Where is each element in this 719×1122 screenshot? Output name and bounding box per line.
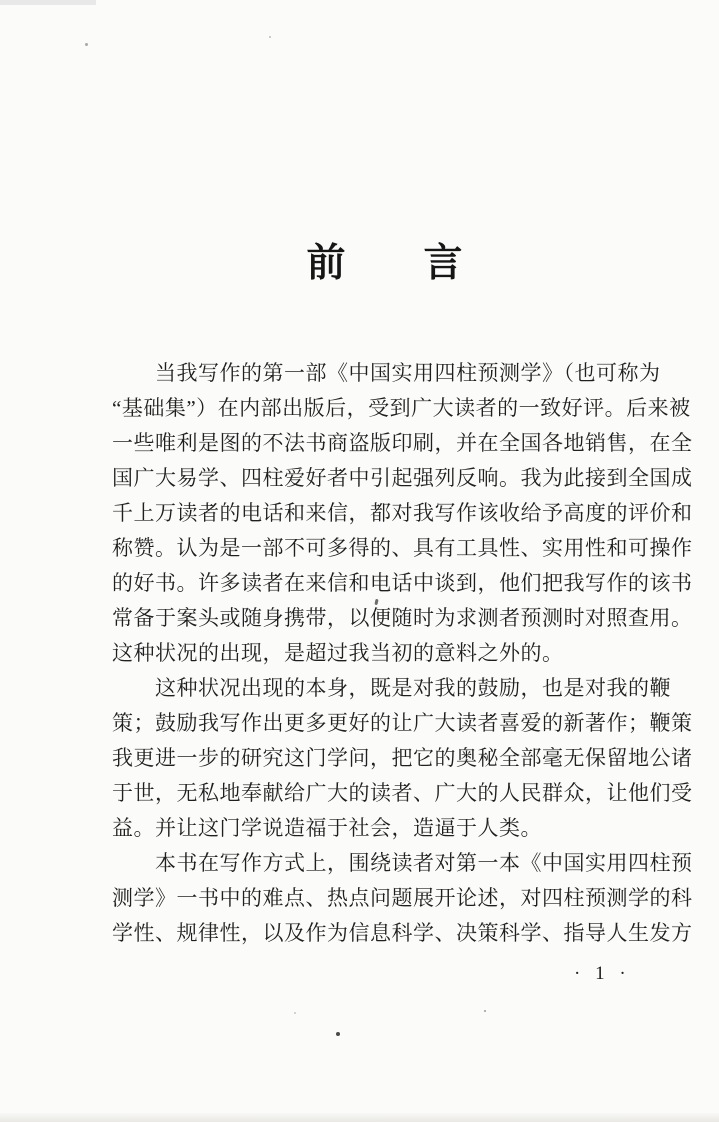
text-line: 国广大易学、四柱爱好者中引起强列反响。我为此接到全国成 [112,466,693,490]
scan-speck [85,43,88,46]
page-number: · 1 · [574,963,631,984]
text-line: “基础集”）在内部出版后，受到广大读者的一致好评。后来被 [112,396,691,420]
text-line: 常备于案头或随身携带，以便随时为求测者预测时对照查用。 [112,606,693,630]
text-line: 这种状况出现的本身，既是对我的鼓励，也是对我的鞭 [155,676,671,700]
body-text [112,356,702,951]
text-line: 当我写作的第一部《中国实用四柱预测学》（也可称为 [155,361,661,385]
scan-speck [294,1012,296,1014]
text-line: 的好书。许多读者在来信和电话中谈到，他们把我写作的该书 [112,571,693,595]
text-line: 益。并让这门学说造福于社会，造逼于人类。 [112,816,542,840]
text-line: 称赞。认为是一部不可多得的、具有工具性、实用性和可操作 [112,536,693,560]
text-line: 我更进一步的研究这门学问，把它的奥秘全部毫无保留地公诸 [112,746,693,770]
text-line: 测学》一书中的难点、热点问题展开论述，对四柱预测学的科 [112,886,693,910]
text-line: 于世，无私地奉献给广大的读者、广大的人民群众，让他们受 [112,781,693,805]
text-line: 一些唯利是图的不法书商盗版印刷，并在全国各地销售，在全 [112,431,693,455]
page-title: 前 言 [306,242,463,285]
scan-speck [336,1032,340,1036]
text-line: 学性、规律性，以及作为信息科学、决策科学、指导人生发方 [112,921,693,945]
text-line: 策；鼓励我写作出更多更好的让广大读者喜爱的新著作；鞭策 [112,711,693,735]
scan-edge-top [0,0,96,5]
text-line: 本书在写作方式上，围绕读者对第一本《中国实用四柱预 [155,851,693,875]
scan-edge-bottom [0,1113,719,1122]
text-line: 这种状况的出现，是超过我当初的意料之外的。 [112,641,564,665]
scan-speck [484,1010,486,1012]
text-line: 千上万读者的电话和来信，都对我写作该收给予高度的评价和 [112,501,693,525]
scan-speck [269,36,271,38]
